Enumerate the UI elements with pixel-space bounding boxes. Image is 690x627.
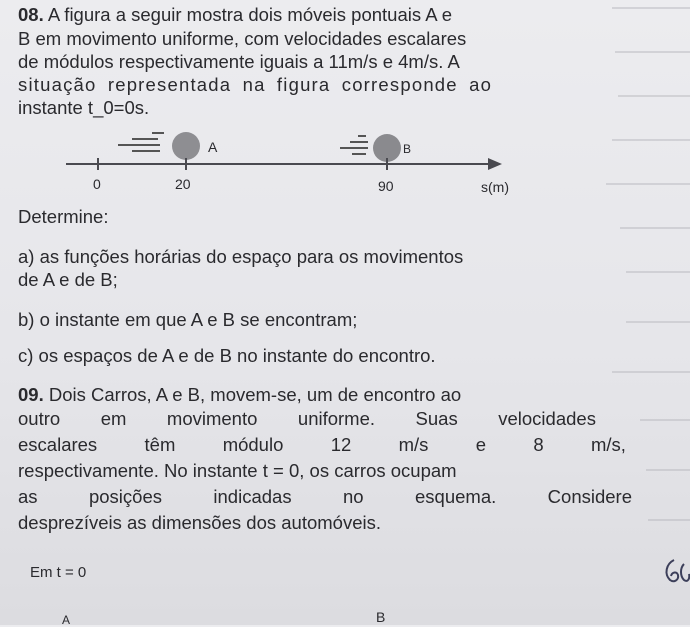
figure-tick-label-90: 90 [378, 178, 394, 194]
q09-word: escalares [18, 434, 98, 455]
q09-word: velocidades [498, 408, 596, 429]
q09-word: Considere [547, 486, 632, 507]
figure-label-a: A [208, 139, 218, 155]
q09-word: e [475, 434, 487, 455]
q09-text-line-2 [18, 410, 596, 429]
q09-word: em [100, 408, 127, 429]
figure-tick-label-0: 0 [93, 176, 101, 192]
q09-word: no [343, 486, 364, 507]
q09-word: as [18, 486, 38, 507]
q08-item-b: b) o instante em que A e B se encontram; [18, 309, 358, 330]
q09-word: movimento [166, 408, 258, 429]
q08-motion-figure [60, 118, 540, 200]
q09-label-b: B [376, 609, 386, 625]
q09-word: esquema. [415, 486, 497, 507]
q09-word: posições [88, 486, 162, 507]
q08-text-line-1: A figura a seguir mostra dois móveis pontuais A e [47, 4, 452, 25]
q09-text-line-6: desprezíveis as dimensões dos automóveis. [18, 512, 381, 533]
q09-text-line-1: Dois Carros, A e B, movem-se, um de encontro ao [48, 384, 462, 405]
figure-tick-label-20: 20 [175, 176, 191, 192]
figure-axis-label: s(m) [481, 179, 509, 195]
q08-item-a-line-2: de A e de B; [18, 269, 118, 290]
figure-label-b: B [403, 142, 412, 156]
q09-text-line-5 [18, 488, 632, 507]
ball-b-motion-lines [340, 136, 368, 154]
ball-a-motion-lines [118, 133, 164, 151]
q08-text-line-3: de módulos respectivamente iguais a 11m/s e 4m/s. A [18, 51, 460, 72]
q09-word: m/s, [591, 434, 626, 455]
q08-text-line-2: B em movimento uniforme, com velocidades escalares [18, 28, 467, 49]
q08-number: 08. [18, 4, 44, 25]
q09-word: m/s [398, 434, 429, 455]
ball-a [172, 132, 200, 160]
axis-arrow-head [488, 158, 502, 170]
q09-word: uniforme. [297, 408, 376, 429]
ball-b [373, 134, 401, 162]
q09-word: indicadas [213, 486, 292, 507]
q09-line-1 [18, 386, 461, 405]
q08-text-line-4-content: situação representada na figura corresponde ao [18, 74, 493, 95]
q08-text-line-4 [18, 76, 558, 95]
q08-text-line-5: instante t_0=0s. [18, 97, 150, 118]
q08-item-c: c) os espaços de A e de B no instante do encontro. [18, 345, 436, 366]
q09-word: módulo [222, 434, 284, 455]
q08-determine: Determine: [18, 206, 109, 227]
q09-label-a: A [62, 613, 71, 627]
q09-word: outro [18, 408, 61, 429]
q08-item-a-line-1: a) as funções horárias do espaço para os movimentos [18, 246, 464, 267]
q09-word: têm [144, 434, 176, 455]
q08-line-1 [18, 6, 452, 25]
q09-em-t0: Em t = 0 [30, 564, 87, 581]
q09-text-line-3 [18, 436, 626, 455]
q09-number: 09. [18, 384, 44, 405]
q09-word: 12 [330, 434, 352, 455]
q09-text-line-4: respectivamente. No instante t = 0, os carros ocupam [18, 460, 457, 481]
q09-word: 8 [533, 434, 544, 455]
handwritten-pen-mark [660, 556, 690, 586]
q09-word: Suas [415, 408, 458, 429]
